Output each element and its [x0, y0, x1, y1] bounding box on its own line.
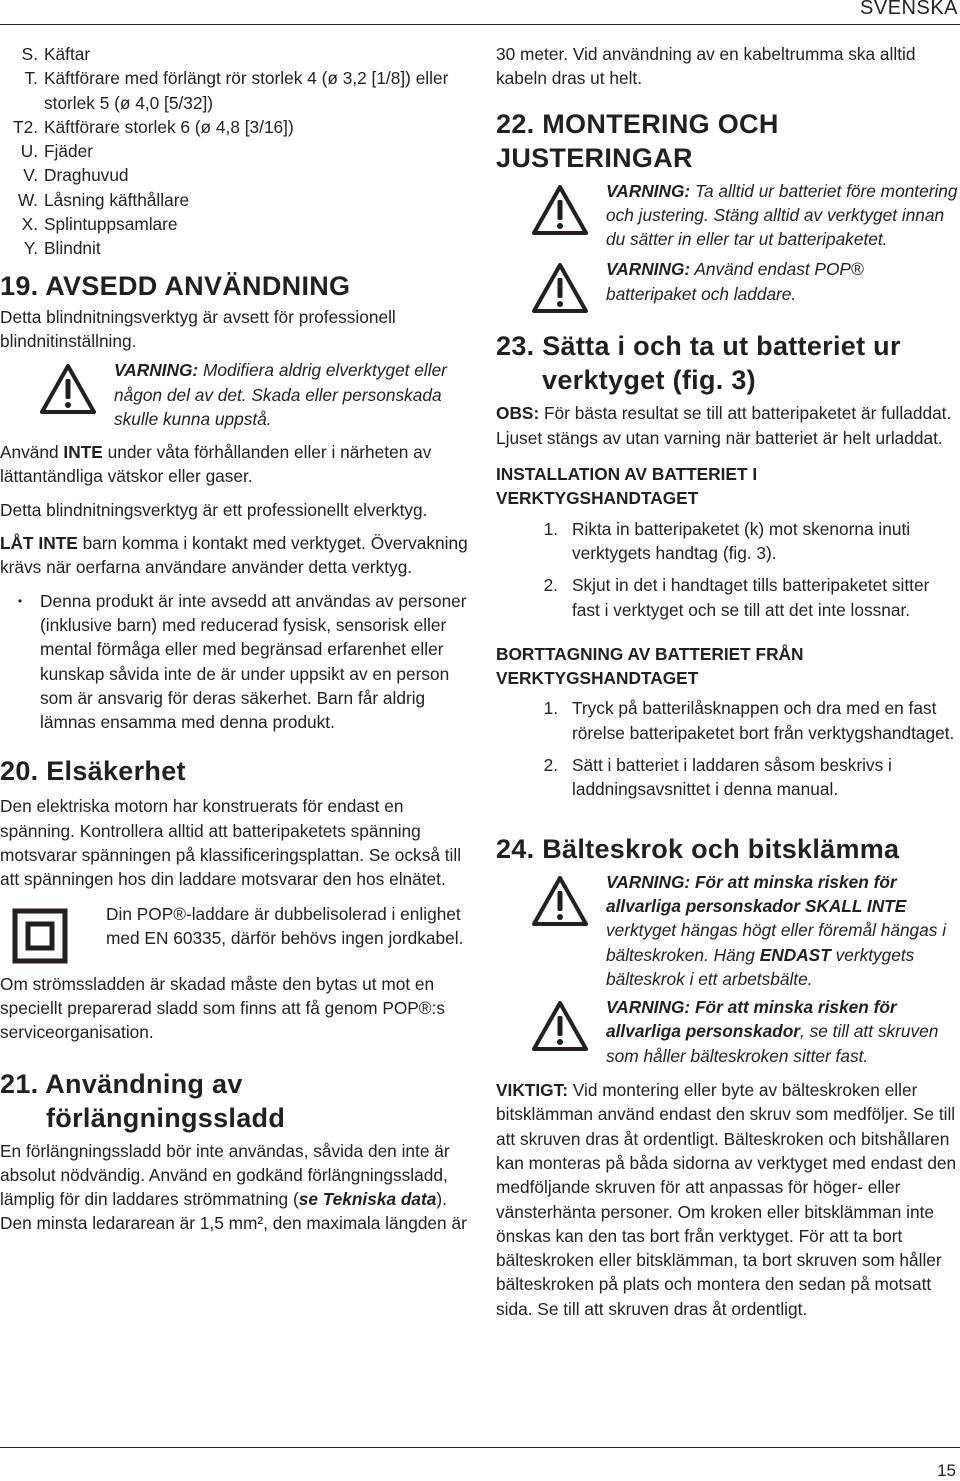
- section-19-title: 19. AVSEDD ANVÄNDNING: [0, 270, 351, 301]
- parts-list-item: [0, 42, 470, 66]
- warning-block: [532, 870, 958, 991]
- step-text: Tryck på batterilåsknappen och dra med en fast rörelse batteripaketet bort från verktygshandtaget.: [572, 698, 955, 743]
- parts-list-letter: W.: [17, 189, 38, 210]
- extension-cord-text: En förlängningssladd bör inte användas, såvida den inte är absolut nödvändig. Använd en godkänd förlängningssladd, lämplig för din laddares strömmatning (se Tekniska data). Den minsta ledararean är 1,5 mm², den maximala längden är: [0, 1140, 467, 1234]
- parts-list-text: Käftförare med förlängt rör storlek 4 (ø 3,2 [1/8]) eller storlek 5 (ø 4,0 [5/32]): [44, 68, 449, 113]
- parts-list-letter: Y.: [23, 238, 38, 259]
- parts-list-item: [0, 188, 470, 212]
- left-column: [0, 42, 470, 1236]
- warning-triangle-icon: [532, 876, 588, 926]
- parts-list-text: Fjäder: [44, 141, 93, 162]
- step-number: 2.: [543, 575, 558, 596]
- bullet-icon: •: [17, 593, 23, 608]
- parts-list-letter: V.: [23, 165, 38, 186]
- double-insulation-block: [0, 902, 470, 964]
- parts-list-text: Käftar: [44, 44, 91, 64]
- install-subtitle: INSTALLATION AV BATTERIET I VERKTYGSHANDTAGET: [496, 464, 758, 509]
- double-insulation-icon: [12, 908, 68, 964]
- warning-triangle-icon: [532, 185, 588, 235]
- language-label: SVENSKA: [860, 0, 958, 19]
- section-20-title: 20. Elsäkerhet: [0, 756, 186, 787]
- parts-list-text: Splintuppsamlare: [44, 214, 178, 235]
- warning-text: VARNING: Ta alltid ur batteriet före montering och justering. Stäng alltid av verktyget innan du sätter in eller tar ut batteripaketet.: [606, 180, 958, 250]
- bullet-item: [0, 589, 470, 735]
- important-note: VIKTIGT: Vid montering eller byte av bälteskroken eller bitsklämman använd endast den skruv som medföljer. Se till att skruven dras åt ordentligt. Bälteskroken och bitshållaren kan monteras på båda sidorna av verktyget med endast den medföljande skruven för att anpassas för höger- eller vänsterhänta personer. Om kroken eller bitsklämman inte önskas kan den tas bort från verktyget. För att ta bort bälteskroken eller bitsklämman, ta bort skruven som håller bälteskroken på plats och montera den sedan på motsatt sida. Se till att skruven dras åt ordentligt.: [496, 1080, 957, 1319]
- section-24-title: 24. Bälteskrok och bitsklämma: [496, 833, 900, 864]
- step-item: [496, 696, 958, 745]
- section-23-title: 23. Sätta i och ta ut batteriet ur verktyget (fig. 3): [496, 331, 901, 396]
- warning-text: VARNING: Använd endast POP® batteripaket och laddare.: [606, 259, 864, 304]
- step-text: Rikta in batteripaketet (k) mot skenorna inuti verktygets handtag (fig. 3).: [572, 518, 911, 563]
- section-22-title: 22. MONTERING OCH JUSTERINGAR: [496, 108, 779, 173]
- parts-list-item: [0, 139, 470, 163]
- page-number: 15: [937, 1461, 956, 1480]
- parts-list-letter: U.: [20, 141, 38, 162]
- parts-list-item: [0, 115, 470, 139]
- warning-block: [532, 179, 958, 252]
- section-20-intro: Den elektriska motorn har konstruerats för endast en spänning. Kontrollera alltid att batteripaketets spänning motsvarar spänningen på klassificeringsplattan. Se också till att spänningen hos din laddare motsvarar den hos elnätet.: [0, 796, 462, 890]
- parts-list-item: [0, 212, 470, 236]
- header-rule: [0, 24, 960, 25]
- warning-triangle-icon: [532, 1001, 588, 1051]
- parts-list-letter: T.: [24, 68, 38, 89]
- step-number: 1.: [543, 698, 558, 719]
- parts-list-item: [0, 66, 470, 115]
- install-steps: [496, 517, 958, 622]
- parts-list-text: Käftförare storlek 6 (ø 4,8 [3/16]): [44, 116, 294, 137]
- warning-block: [532, 257, 958, 313]
- step-item: [496, 573, 958, 622]
- bullet-text: Denna produkt är inte avsedd att användas av personer (inklusive barn) med reducerad fysisk, sensorisk eller mental förmåga eller med begränsad erfarenhet eller kunskap såvida inte de är under uppsikt av en person som är ansvarig för deras säkerhet. Barn får aldrig lämnas ensamma med denna produkt.: [40, 590, 467, 733]
- step-text: Sätt i batteriet i laddaren såsom beskrivs i laddningsavsnittet i denna manual.: [572, 755, 892, 800]
- double-insulation-text: Din POP®-laddare är dubbelisolerad i enlighet med EN 60335, därför behövs ingen jordkabel.: [106, 903, 464, 948]
- right-column: [496, 42, 958, 1321]
- obs-note: OBS: För bästa resultat se till att batteripaketet är fulladdat. Ljuset stängs av utan varning när batteriet är helt urladdat.: [496, 403, 952, 448]
- parts-list-text: Blindnit: [44, 238, 101, 259]
- warning-triangle-icon: [532, 263, 588, 313]
- parts-list-letter: T2.: [13, 116, 38, 137]
- warning-text: VARNING: För att minska risken för allvarliga personskador, se till att skruven som håller bälteskroken sitter fast.: [606, 997, 939, 1066]
- step-item: [496, 517, 958, 566]
- parts-list-item: [0, 236, 470, 260]
- footer-rule: [0, 1447, 960, 1448]
- step-item: [496, 753, 958, 802]
- step-text: Skjut in det i handtaget tills batteripaketet sitter fast i verktyget och se till att det inte lossnar.: [572, 575, 930, 620]
- children-warning-text: LÅT INTE barn komma i kontakt med verktyget. Övervakning krävs när oerfarna användare använder detta verktyg.: [0, 533, 468, 578]
- section-21-title: 21. Användning av förlängningssladd: [0, 1068, 286, 1133]
- parts-list-text: Draghuvud: [44, 165, 129, 186]
- warning-block: [532, 995, 958, 1068]
- parts-list: [0, 42, 470, 261]
- remove-subtitle: BORTTAGNING AV BATTERIET FRÅN VERKTYGSHANDTAGET: [496, 643, 804, 689]
- parts-list-text: Låsning käfthållare: [44, 189, 190, 210]
- power-cord-text: Om strömssladden är skadad måste den bytas ut mot en speciellt preparerad sladd som finns att få genom POP®:s serviceorganisation.: [0, 973, 445, 1043]
- parts-list-letter: S.: [21, 44, 38, 64]
- warning-text: VARNING: Modifiera aldrig elverktyget eller någon del av det. Skada eller personskada skulle kunna uppstå.: [114, 360, 447, 429]
- warning-text: VARNING: För att minska risken för allvarliga personskador SKALL INTE verktyget hängas högt eller föremål hängas i bälteskroken. Häng ENDAST verktygets bälteskrok i ett arbetsbälte.: [606, 871, 947, 989]
- parts-list-item: [0, 163, 470, 187]
- extension-cord-continued: 30 meter. Vid användning av en kabeltrumma ska alltid kabeln dras ut helt.: [496, 44, 916, 89]
- step-number: 1.: [543, 518, 558, 539]
- step-number: 2.: [543, 755, 558, 776]
- parts-list-letter: X.: [21, 214, 38, 235]
- section-19-intro: Detta blindnitningsverktyg är avsett för professionell blindnitinställning.: [0, 306, 396, 351]
- professional-tool-text: Detta blindnitningsverktyg är ett professionellt elverktyg.: [0, 499, 428, 520]
- warning-triangle-icon: [40, 364, 96, 414]
- wet-conditions-text: Använd INTE under våta förhållanden eller i närheten av lättantändliga vätskor eller gaser.: [0, 442, 432, 487]
- warning-block: [40, 358, 470, 431]
- remove-steps: [496, 696, 958, 801]
